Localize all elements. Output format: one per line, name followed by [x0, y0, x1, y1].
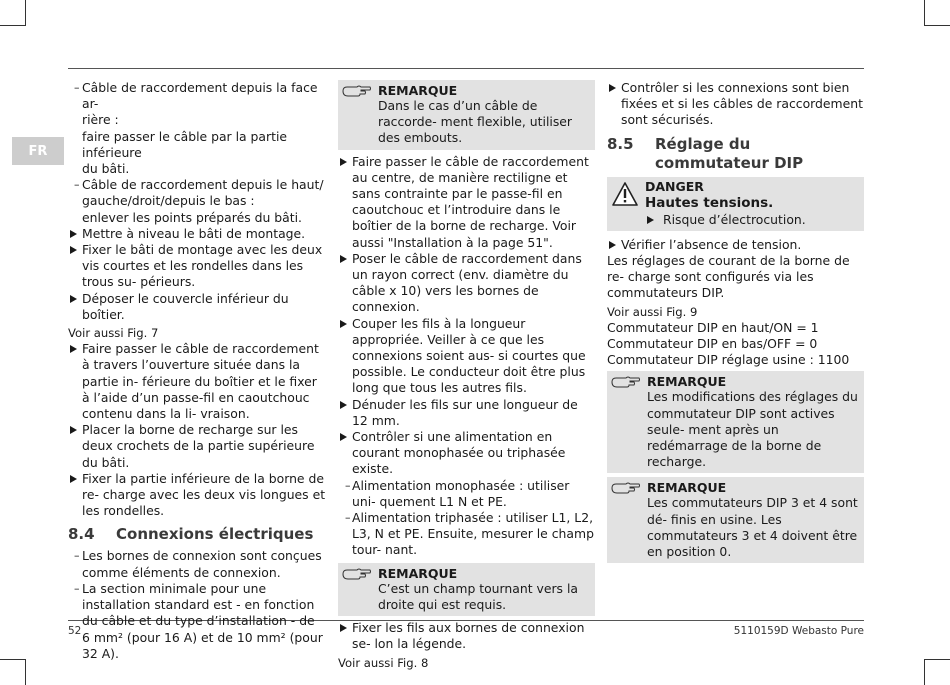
header-rule	[68, 68, 864, 69]
list-item: – La section minimale pour une installation standard est - en fonction du câble et du type d’installation - de 6 mm² (pour 16 A) et de 10 mm² (pour 32 A).	[68, 581, 326, 662]
danger-box	[607, 177, 864, 231]
list-item: – Alimentation triphasée : utiliser L1, L2, L3, N et PE. Ensuite, mesurer le champ tour- nant.	[338, 510, 595, 559]
dip-setting-line: Commutateur DIP en haut/ON = 1	[607, 319, 819, 335]
document-reference: 5110159D Webasto Pure	[733, 625, 864, 637]
step-item: Faire passer le câble de raccordement à travers l’ouverture située dans la partie in- férieure du boîtier et le fixer à l’aide d’un passe-fil en caoutchouc contenu dans la li- vraison.	[68, 341, 326, 422]
note-title: REMARQUE	[378, 565, 458, 581]
crop-mark-top-left	[0, 0, 26, 26]
list-item: – Alimentation monophasée : utiliser uni- quement L1 N et PE.	[338, 478, 595, 510]
note-box	[607, 371, 864, 473]
figure-reference: Voir aussi Fig. 8	[338, 655, 429, 670]
list-item: – Les bornes de connexion sont conçues comme éléments de connexion.	[68, 548, 326, 580]
dip-setting-line: Commutateur DIP en bas/OFF = 0	[607, 336, 818, 352]
step-item: Fixer la partie inférieure de la borne de re- charge avec les deux vis longues et les rondelles.	[68, 471, 326, 520]
step-item: Déposer le couvercle inférieur du boîtier.	[68, 291, 326, 323]
step-item: Vérifier l’absence de tension.	[607, 237, 864, 253]
pointing-hand-icon	[342, 567, 372, 581]
step-item: Placer la borne de recharge sur les deux crochets de la partie supérieure du bâti.	[68, 422, 326, 471]
list-item: – Câble de raccordement depuis le haut/ gauche/droit/depuis le bas : enlever les points préparés du bâti.	[68, 177, 326, 226]
note-title: REMARQUE	[378, 83, 458, 98]
column-1	[68, 80, 326, 662]
figure-reference: Voir aussi Fig. 9	[607, 304, 698, 319]
note-text: Les commutateurs DIP 3 et 4 sont dé- finis en usine. Les commutateurs 3 et 4 doivent être en position 0.	[647, 495, 858, 560]
step-item: Couper les fils à la longueur appropriée. Veiller à ce que les connexions soient aus- si courtes que possible. Le conducteur doit être plus long que tous les autres fils.	[338, 316, 595, 397]
note-text: Dans le cas d’un câble de raccorde- ment flexible, utiliser des embouts.	[378, 98, 573, 146]
note-title: REMARQUE	[647, 374, 727, 390]
note-box	[338, 563, 595, 616]
paragraph: Les réglages de courant de la borne de re- charge sont configurés via les commutateurs DIP.	[607, 253, 850, 301]
section-title: Réglage du commutateur DIP	[655, 134, 804, 172]
pointing-hand-icon	[611, 481, 641, 495]
warning-triangle-icon	[611, 181, 639, 207]
language-tab: FR	[12, 137, 64, 165]
column-3	[607, 80, 864, 567]
column-2	[338, 80, 595, 671]
note-title: REMARQUE	[647, 480, 727, 496]
pointing-hand-icon	[611, 375, 641, 389]
section-number: 8.5	[607, 134, 634, 153]
step-item: Fixer le bâti de montage avec les deux vis courtes et les rondelles dans les trous su- périeurs.	[68, 242, 326, 291]
danger-item: Risque d’électrocution.	[645, 212, 860, 228]
step-item: Contrôler si les connexions sont bien fixées et si les câbles de raccordement sont sécurisés.	[607, 80, 864, 129]
danger-subtitle: Hautes tensions.	[645, 194, 774, 211]
page-number: 52	[68, 625, 82, 637]
note-text: C’est un champ tournant vers la droite qui est requis.	[378, 580, 578, 612]
note-box	[338, 80, 595, 150]
section-heading-8-4	[68, 525, 326, 544]
step-item: Fixer les fils aux bornes de connexion se- lon la légende.	[338, 620, 595, 652]
step-item: Contrôler si une alimentation en courant monophasée ou triphasée existe.	[338, 429, 595, 478]
note-text: Les modifications des réglages du commutateur DIP sont actives seule- ment après un redémarrage de la borne de recharge.	[647, 389, 858, 470]
step-item: Faire passer le câble de raccordement au centre, de manière rectiligne et sans contrainte par le passe-fil en caoutchouc et l’introduire dans le boîtier de la borne de recharge. Voir aussi "Installation à la page 51".	[338, 154, 595, 251]
dip-setting-line: Commutateur DIP réglage usine : 1100	[607, 352, 850, 368]
step-item: Mettre à niveau le bâti de montage.	[68, 226, 326, 242]
step-item: Dénuder les fils sur une longueur de 12 mm.	[338, 397, 595, 429]
section-heading-8-5	[607, 135, 864, 173]
step-item: Poser le câble de raccordement dans un rayon correct (env. diamètre du câble x 10) vers les bornes de connexion.	[338, 251, 595, 316]
crop-mark-bottom-right	[924, 659, 950, 685]
pointing-hand-icon	[342, 84, 372, 98]
crop-mark-bottom-left	[0, 659, 26, 685]
danger-title: DANGER	[645, 178, 704, 194]
note-box	[607, 477, 864, 563]
section-number: 8.4	[68, 525, 95, 544]
list-item: – Câble de raccordement depuis la face ar- rière : faire passer le câble par la partie inférieure du bâti.	[68, 80, 326, 177]
crop-mark-top-right	[924, 0, 950, 26]
section-title: Connexions électriques	[116, 525, 314, 544]
figure-reference: Voir aussi Fig. 7	[68, 326, 159, 341]
